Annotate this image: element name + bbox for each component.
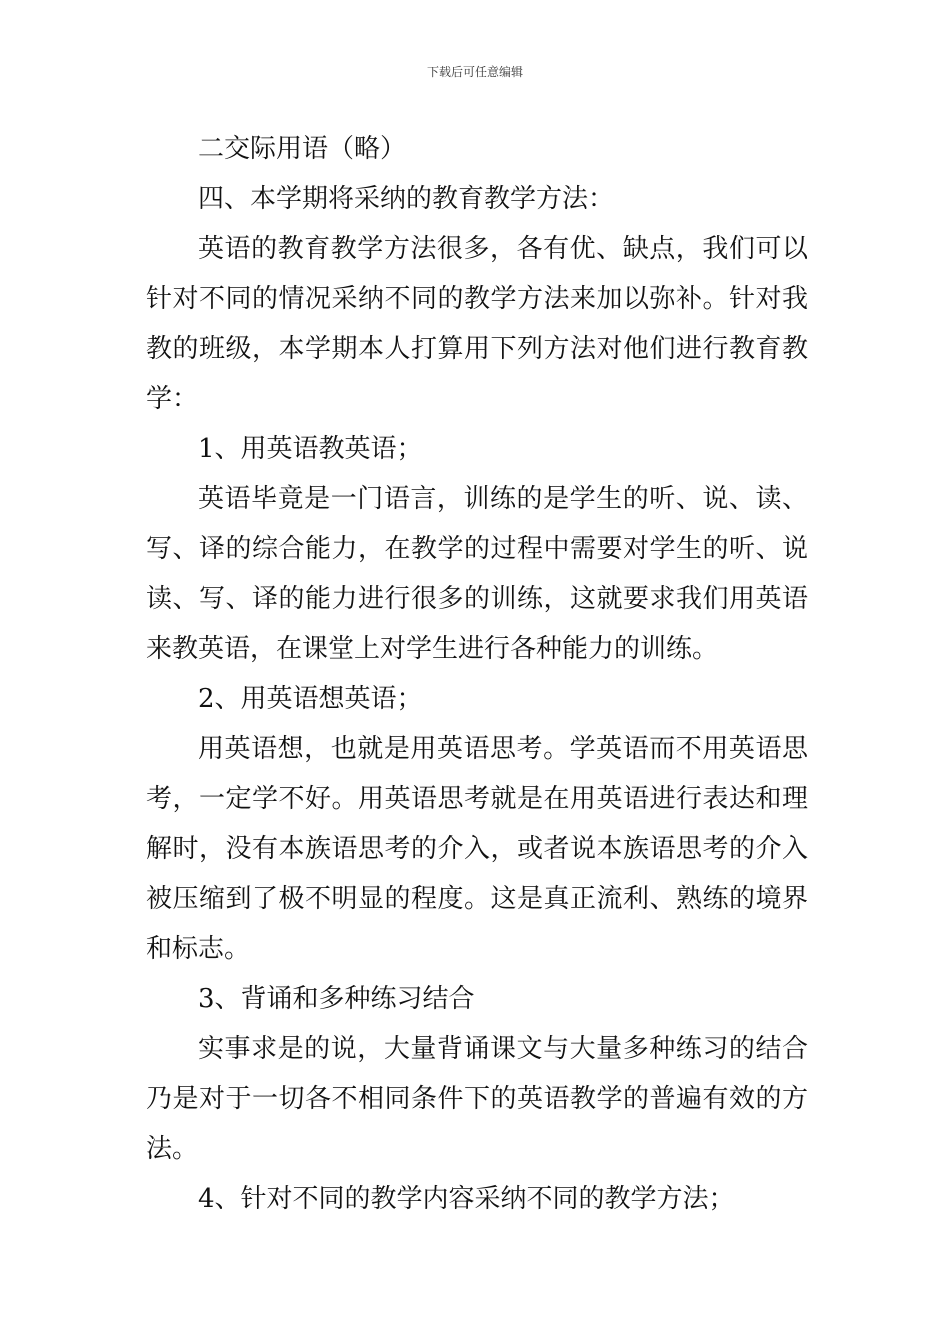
paragraph-item-1-heading: 1、用英语教英语； [198,434,423,464]
paragraph-item-4-heading: 4、针对不同的教学内容采纳不同的教学方法； [198,1184,735,1214]
paragraph-item-2-heading: 2、用英语想英语； [198,684,423,714]
paragraph-section-four-heading: 四、本学期将采纳的教育教学方法： [198,184,615,214]
paragraph-item-1-body: 英语毕竟是一门语言，训练的是学生的听、说、读、写、译的综合能力，在教学的过程中需要对学生的听、说读、写、译的能力进行很多的训练，这就要求我们用英语来教英语，在课堂上对学生进行各种能力的训练。 [146,484,808,664]
paragraph-methods-intro: 英语的教育教学方法很多，各有优、缺点，我们可以针对不同的情况采纳不同的教学方法来加以弥补。针对我教的班级，本学期本人打算用下列方法对他们进行教育教学： [146,234,808,414]
paragraph-communication-phrases: 二交际用语（略） [198,134,407,164]
paragraph-item-2-body: 用英语想，也就是用英语思考。学英语而不用英语思考，一定学不好。用英语思考就是在用英语进行表达和理解时，没有本族语思考的介入，或者说本族语思考的介入被压缩到了极不明显的程度。这是真正流利、熟练的境界和标志。 [146,734,808,964]
document-body [146,124,808,1224]
page-header: 下载后可任意编辑 [426,65,523,79]
paragraph-item-3-body: 实事求是的说，大量背诵课文与大量多种练习的结合乃是对于一切各不相同条件下的英语教学的普遍有效的方法。 [146,1034,808,1164]
paragraph-item-3-heading: 3、背诵和多种练习结合 [198,984,475,1014]
